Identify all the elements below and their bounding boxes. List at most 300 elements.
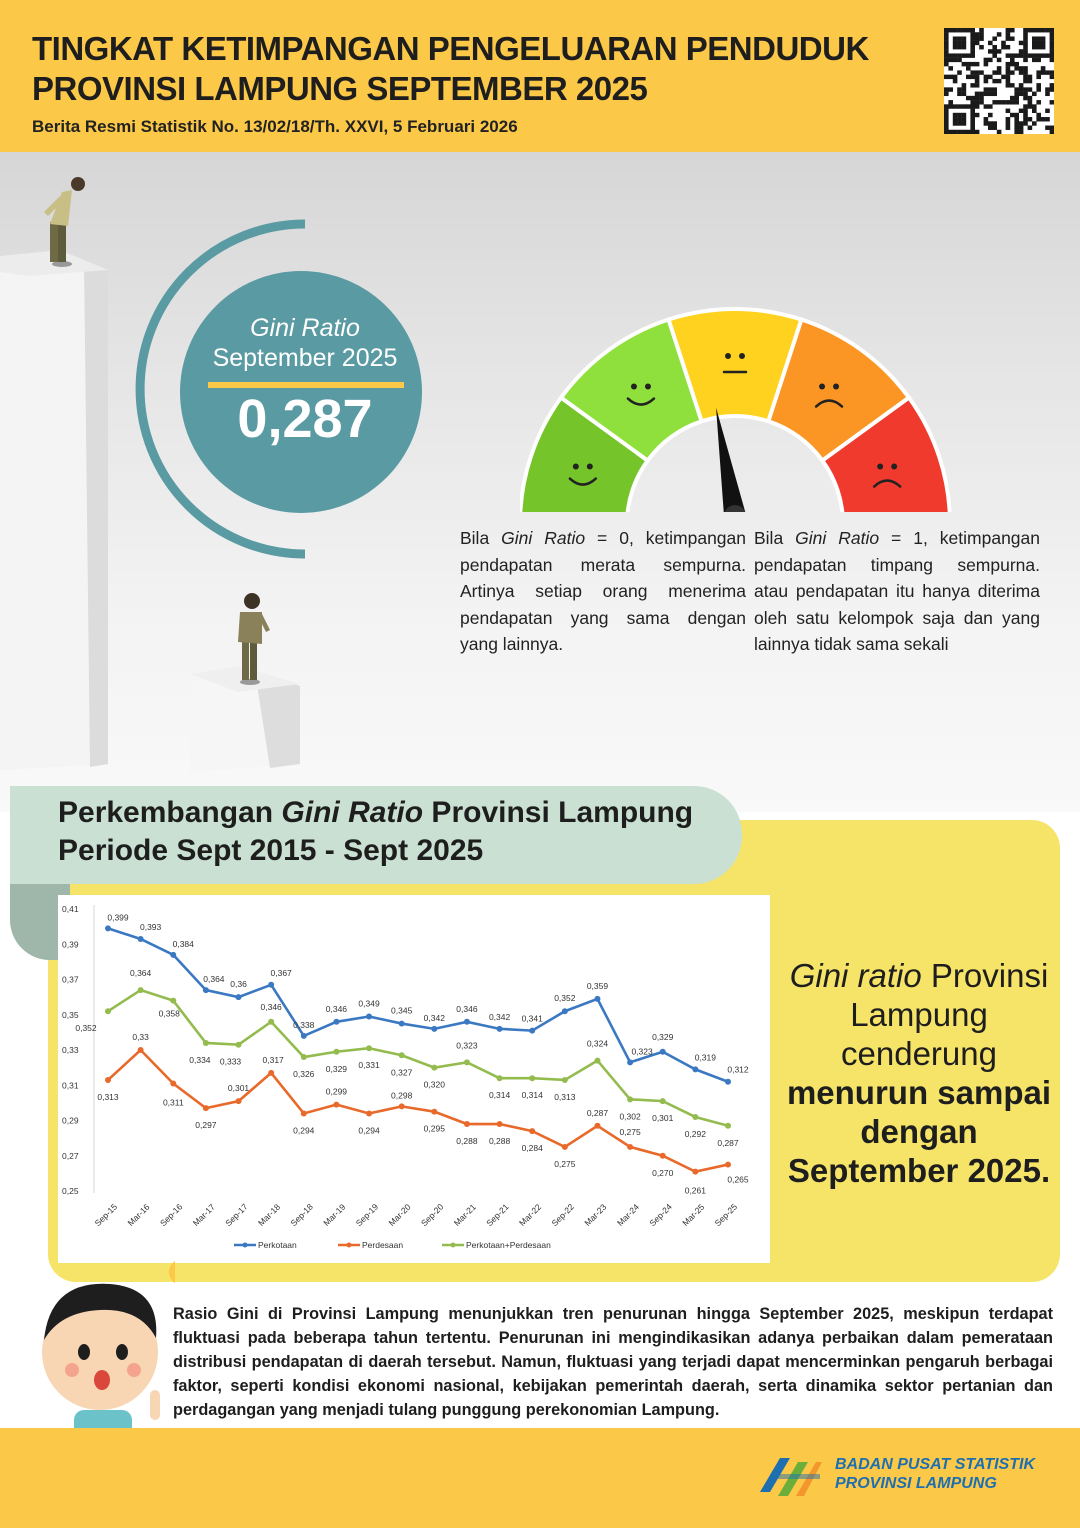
- qr-module: [1014, 126, 1019, 130]
- qr-module: [1006, 32, 1011, 36]
- qr-module: [957, 53, 962, 57]
- qr-module: [970, 62, 975, 66]
- qr-module: [970, 113, 975, 117]
- series-perkotaan-perdesaan: [75, 968, 739, 1148]
- data-point: [562, 1077, 568, 1083]
- qr-module: [979, 70, 984, 74]
- qr-module: [1050, 49, 1054, 53]
- data-point: [464, 1059, 470, 1065]
- x-tick-label: Mar-19: [321, 1201, 348, 1228]
- x-tick-label: Sep-15: [92, 1201, 120, 1229]
- qr-module: [944, 87, 949, 91]
- qr-module: [979, 28, 984, 32]
- qr-module: [992, 100, 997, 104]
- qr-module: [970, 70, 975, 74]
- qr-module: [1028, 87, 1033, 91]
- qr-module: [1041, 36, 1046, 40]
- qr-module: [953, 58, 958, 62]
- data-point: [431, 1065, 437, 1071]
- qr-module: [988, 113, 993, 117]
- data-point: [138, 987, 144, 993]
- qr-module: [984, 117, 989, 121]
- qr-module: [970, 117, 975, 121]
- data-point: [399, 1052, 405, 1058]
- qr-module: [1032, 41, 1037, 45]
- qr-module: [957, 28, 962, 32]
- data-point: [594, 1123, 600, 1129]
- data-point: [594, 996, 600, 1002]
- qr-module: [1006, 100, 1011, 104]
- qr-module: [1019, 126, 1024, 130]
- qr-module: [992, 92, 997, 96]
- data-point: [268, 1019, 274, 1025]
- data-label: 0,384: [172, 938, 194, 949]
- qr-module: [944, 62, 949, 66]
- qr-module: [1032, 121, 1037, 125]
- qr-module: [984, 79, 989, 83]
- page-subtitle: Berita Resmi Statistik No. 13/02/18/Th. XXVI, 5 Februari 2026: [32, 117, 518, 136]
- qr-module: [975, 62, 980, 66]
- y-tick-label: 0,37: [62, 974, 79, 985]
- qr-module: [1032, 109, 1037, 113]
- qr-module: [1028, 117, 1033, 121]
- qr-module: [1036, 113, 1041, 117]
- data-label: 0,324: [586, 1038, 609, 1049]
- data-point: [333, 1102, 339, 1108]
- qr-module: [948, 58, 953, 62]
- qr-module: [988, 104, 993, 108]
- qr-module: [1023, 113, 1028, 117]
- qr-module: [1041, 45, 1046, 49]
- qr-module: [970, 41, 975, 45]
- y-tick-label: 0,29: [62, 1115, 79, 1126]
- data-point: [627, 1059, 633, 1065]
- qr-module: [997, 100, 1002, 104]
- qr-module: [992, 121, 997, 125]
- qr-module: [1041, 53, 1046, 57]
- qr-module: [1032, 58, 1037, 62]
- qr-module: [988, 58, 993, 62]
- data-point: [431, 1109, 437, 1115]
- data-point: [105, 1008, 111, 1014]
- qr-module: [1045, 70, 1050, 74]
- data-label: 0,341: [521, 1013, 543, 1024]
- qr-module: [1050, 83, 1054, 87]
- qr-module: [988, 121, 993, 125]
- qr-module: [1041, 70, 1046, 74]
- y-tick-label: 0,25: [62, 1186, 79, 1196]
- qr-module: [962, 41, 967, 45]
- data-point: [692, 1169, 698, 1175]
- qr-module: [1010, 113, 1015, 117]
- data-label: 0,301: [227, 1083, 250, 1094]
- qr-module: [1023, 41, 1028, 45]
- data-point: [627, 1096, 633, 1102]
- x-tick-label: Sep-16: [157, 1201, 185, 1229]
- data-label: 0,33: [132, 1032, 149, 1042]
- qr-module: [944, 45, 949, 49]
- data-label: 0,331: [358, 1060, 380, 1071]
- data-point: [268, 982, 274, 988]
- qr-module: [997, 70, 1002, 74]
- qr-module: [953, 41, 958, 45]
- qr-module: [1014, 113, 1019, 117]
- qr-module: [1006, 28, 1011, 32]
- qr-module: [953, 104, 958, 108]
- legend-item: [338, 1240, 403, 1250]
- qr-module: [1023, 87, 1028, 91]
- data-label: 0,367: [270, 967, 292, 978]
- qr-module: [1050, 58, 1054, 62]
- qr-module: [984, 121, 989, 125]
- qr-module: [948, 28, 953, 32]
- qr-module: [1041, 41, 1046, 45]
- legend-label: Perkotaan+Perdesaan: [466, 1240, 551, 1250]
- qr-module: [944, 75, 949, 79]
- qr-module: [966, 75, 971, 79]
- qr-module: [1010, 58, 1015, 62]
- qr-module: [1006, 53, 1011, 57]
- gini-label-line1: Gini Ratio: [250, 314, 360, 342]
- x-tick-label: Mar-21: [451, 1201, 478, 1228]
- qr-module: [979, 45, 984, 49]
- data-label: 0,342: [488, 1011, 511, 1022]
- qr-module: [1014, 66, 1019, 70]
- qr-module: [953, 36, 958, 40]
- y-tick-label: 0,41: [62, 904, 79, 914]
- qr-module: [1001, 75, 1006, 79]
- qr-module: [975, 32, 980, 36]
- data-label: 0,326: [293, 1069, 315, 1080]
- qr-module: [948, 87, 953, 91]
- data-label: 0,345: [391, 1005, 413, 1016]
- qr-module: [957, 36, 962, 40]
- qr-module: [1023, 28, 1028, 32]
- x-tick-label: Sep-20: [418, 1201, 446, 1229]
- qr-module: [1019, 41, 1024, 45]
- qr-module: [1041, 117, 1046, 121]
- qr-module: [1006, 117, 1011, 121]
- qr-module: [975, 83, 980, 87]
- x-tick-label: Mar-25: [680, 1201, 707, 1228]
- qr-module: [970, 121, 975, 125]
- data-label: 0,342: [423, 1012, 445, 1023]
- data-point: [562, 1144, 568, 1150]
- data-point: [170, 952, 176, 958]
- data-label: 0,292: [684, 1128, 707, 1139]
- qr-module: [992, 53, 997, 57]
- qr-module: [1023, 75, 1028, 79]
- gini-gauge: [520, 272, 960, 512]
- qr-module: [975, 92, 980, 96]
- qr-module: [970, 28, 975, 32]
- qr-module: [1036, 53, 1041, 57]
- qr-module: [957, 45, 962, 49]
- qr-module: [1006, 66, 1011, 70]
- trend-heading-line1: Perkembangan Gini Ratio Provinsi Lampung: [58, 796, 694, 829]
- data-point: [333, 1019, 339, 1025]
- qr-module: [962, 83, 967, 87]
- qr-module: [1032, 92, 1037, 96]
- x-tick-label: Sep-21: [484, 1201, 511, 1229]
- man-bowing-figure: [44, 177, 85, 267]
- qr-module: [1014, 121, 1019, 125]
- qr-module: [1010, 100, 1015, 104]
- org-name-line1: BADAN PUSAT STATISTIK: [835, 1456, 1035, 1473]
- data-label: 0,287: [717, 1137, 739, 1148]
- qr-module: [1036, 83, 1041, 87]
- qr-code-icon[interactable]: [944, 28, 1054, 134]
- data-point: [203, 1105, 209, 1111]
- side-note-line1: Gini ratio Provinsi: [789, 957, 1049, 994]
- data-label: 0,352: [75, 1023, 97, 1034]
- data-point: [366, 1110, 372, 1116]
- x-tick-label: Mar-23: [582, 1201, 609, 1228]
- qr-module: [1050, 126, 1054, 130]
- data-point: [236, 994, 242, 1000]
- qr-module: [997, 32, 1002, 36]
- qr-module: [992, 70, 997, 74]
- qr-module: [957, 130, 962, 134]
- data-label: 0,311: [162, 1097, 184, 1108]
- qr-module: [953, 79, 958, 83]
- qr-module: [970, 104, 975, 108]
- data-label: 0,299: [325, 1086, 348, 1097]
- qr-module: [1028, 28, 1033, 32]
- qr-module: [1036, 87, 1041, 91]
- qr-module: [1050, 28, 1054, 32]
- qr-module: [944, 28, 949, 32]
- side-note-line4: menurun sampai: [786, 1074, 1052, 1111]
- qr-module: [992, 45, 997, 49]
- qr-module: [1010, 62, 1015, 66]
- qr-module: [970, 100, 975, 104]
- page-title-line1: TINGKAT KETIMPANGAN PENGELUARAN PENDUDUK: [32, 30, 869, 67]
- qr-module: [1023, 58, 1028, 62]
- data-label: 0,352: [554, 993, 576, 1004]
- qr-module: [966, 130, 971, 134]
- qr-module: [1023, 79, 1028, 83]
- qr-module: [944, 92, 949, 96]
- qr-module: [1019, 92, 1024, 96]
- x-tick-label: Mar-17: [190, 1201, 217, 1228]
- narrative-paragraph: Rasio Gini di Provinsi Lampung menunjukkan tren penurunan hingga September 2025, meskipun terdapat fluktuasi pada beberapa tahun tertentu. Penurunan ini mengindikasikan adanya perbaikan dalam pemerataan distribusi pendapatan di daerah tersebut. Namun, fluktuasi yang terjadi dapat mencerminkan pengaruh berbagai faktor, seperti kondisi ekonomi nasional, kebijakan pemerintah daerah, serta dinamika sektor pertanian dan perdagangan yang menjadi tulang punggung perekonomian Lampung.: [173, 1305, 1053, 1419]
- qr-module: [957, 113, 962, 117]
- qr-module: [1023, 104, 1028, 108]
- explanation-gini-zero: Bila Gini Ratio = 0, ketimpangan pendapatan merata sempurna. Artinya setiap orang menerima pendapatan yang sama dengan yang lainnya.: [460, 528, 747, 654]
- qr-module: [1036, 45, 1041, 49]
- data-point: [170, 1080, 176, 1086]
- x-tick-label: Mar-24: [614, 1201, 642, 1228]
- data-label: 0,294: [293, 1125, 315, 1136]
- qr-module: [962, 62, 967, 66]
- qr-module: [1019, 109, 1024, 113]
- y-tick-label: 0,27: [62, 1150, 79, 1161]
- qr-module: [948, 130, 953, 134]
- qr-module: [984, 62, 989, 66]
- data-point: [725, 1079, 731, 1085]
- data-label: 0,288: [456, 1136, 478, 1147]
- data-label: 0,301: [652, 1113, 674, 1124]
- qr-module: [988, 87, 993, 91]
- data-label: 0,265: [727, 1174, 749, 1185]
- qr-module: [957, 70, 962, 74]
- qr-module: [1010, 83, 1015, 87]
- data-label: 0,317: [262, 1054, 284, 1065]
- qr-module: [962, 117, 967, 121]
- qr-module: [1036, 41, 1041, 45]
- qr-module: [975, 104, 980, 108]
- qr-module: [1050, 41, 1054, 45]
- qr-module: [1006, 109, 1011, 113]
- data-point: [692, 1114, 698, 1120]
- qr-module: [953, 121, 958, 125]
- gini-trend-chart: [58, 895, 770, 1263]
- data-label: 0,302: [619, 1111, 641, 1122]
- data-label: 0,270: [652, 1167, 674, 1178]
- data-point: [627, 1144, 633, 1150]
- data-point: [301, 1054, 307, 1060]
- data-label: 0,346: [260, 1001, 282, 1012]
- qr-module: [1014, 100, 1019, 104]
- qr-module: [992, 126, 997, 130]
- qr-module: [970, 96, 975, 100]
- gini-label-line2: September 2025: [212, 344, 398, 372]
- x-tick-label: Sep-17: [223, 1201, 250, 1229]
- qr-module: [1014, 92, 1019, 96]
- data-point: [431, 1026, 437, 1032]
- qr-module: [970, 49, 975, 53]
- legend-item: [442, 1240, 551, 1250]
- qr-module: [979, 96, 984, 100]
- qr-module: [1001, 41, 1006, 45]
- legend-label: Perdesaan: [362, 1240, 404, 1250]
- qr-module: [966, 53, 971, 57]
- x-tick-label: Sep-22: [549, 1201, 576, 1229]
- qr-module: [988, 49, 993, 53]
- qr-module: [1023, 121, 1028, 125]
- qr-module: [1028, 75, 1033, 79]
- qr-module: [1006, 79, 1011, 83]
- qr-module: [953, 53, 958, 57]
- qr-module: [1023, 45, 1028, 49]
- data-point: [464, 1019, 470, 1025]
- qr-module: [962, 92, 967, 96]
- qr-module: [944, 117, 949, 121]
- qr-module: [1014, 62, 1019, 66]
- y-tick-label: 0,33: [62, 1045, 79, 1055]
- qr-module: [1028, 104, 1033, 108]
- bps-logo-icon: [756, 1452, 822, 1502]
- data-label: 0,298: [391, 1090, 413, 1101]
- qr-module: [966, 66, 971, 70]
- qr-module: [1032, 45, 1037, 49]
- qr-module: [962, 104, 967, 108]
- data-label: 0,261: [684, 1185, 707, 1196]
- qr-module: [1006, 70, 1011, 74]
- gauge-needle: [716, 408, 746, 512]
- side-note-line3: cenderung: [841, 1035, 997, 1072]
- qr-module: [975, 41, 980, 45]
- qr-module: [988, 126, 993, 130]
- side-note-line5: dengan: [860, 1113, 978, 1150]
- qr-module: [984, 92, 989, 96]
- data-point: [399, 1103, 405, 1109]
- qr-module: [948, 66, 953, 70]
- qr-module: [948, 104, 953, 108]
- qr-module: [953, 130, 958, 134]
- data-label: 0,294: [358, 1125, 380, 1136]
- data-label: 0,323: [631, 1046, 653, 1057]
- qr-module: [1019, 121, 1024, 125]
- data-point: [138, 936, 144, 942]
- qr-module: [1023, 117, 1028, 121]
- qr-module: [975, 130, 980, 134]
- qr-module: [953, 45, 958, 49]
- qr-module: [944, 113, 949, 117]
- data-point: [203, 987, 209, 993]
- data-point: [725, 1123, 731, 1129]
- data-point: [203, 1040, 209, 1046]
- qr-module: [1028, 96, 1033, 100]
- qr-module: [948, 75, 953, 79]
- qr-module: [966, 96, 971, 100]
- qr-module: [944, 41, 949, 45]
- org-name-line2: PROVINSI LAMPUNG: [835, 1475, 997, 1492]
- qr-module: [944, 49, 949, 53]
- data-point: [660, 1153, 666, 1159]
- qr-module: [957, 58, 962, 62]
- data-point: [529, 1128, 535, 1134]
- qr-module: [1045, 126, 1050, 130]
- qr-module: [997, 58, 1002, 62]
- qr-module: [944, 109, 949, 113]
- qr-module: [944, 104, 949, 108]
- data-point: [529, 1028, 535, 1034]
- qr-module: [1001, 45, 1006, 49]
- qr-module: [1028, 100, 1033, 104]
- data-label: 0,399: [107, 912, 129, 923]
- qr-module: [1032, 104, 1037, 108]
- qr-module: [1050, 53, 1054, 57]
- qr-module: [1023, 96, 1028, 100]
- qr-module: [957, 41, 962, 45]
- data-label: 0,349: [358, 998, 380, 1009]
- qr-module: [1023, 32, 1028, 36]
- data-label: 0,323: [456, 1040, 478, 1051]
- qr-module: [1001, 100, 1006, 104]
- qr-module: [997, 130, 1002, 134]
- data-point: [105, 1077, 111, 1083]
- qr-module: [984, 75, 989, 79]
- qr-module: [988, 92, 993, 96]
- qr-module: [1050, 45, 1054, 49]
- x-tick-label: Sep-18: [288, 1201, 315, 1229]
- data-label: 0,319: [694, 1052, 717, 1063]
- data-point: [366, 1045, 372, 1051]
- data-point: [301, 1033, 307, 1039]
- data-label: 0,36: [230, 979, 247, 990]
- qr-module: [1050, 87, 1054, 91]
- qr-module: [979, 36, 984, 40]
- x-tick-label: Sep-24: [647, 1201, 674, 1229]
- data-label: 0,312: [727, 1064, 749, 1075]
- qr-module: [1045, 28, 1050, 32]
- qr-module: [970, 130, 975, 134]
- qr-module: [1032, 28, 1037, 32]
- qr-module: [944, 126, 949, 130]
- qr-module: [948, 100, 953, 104]
